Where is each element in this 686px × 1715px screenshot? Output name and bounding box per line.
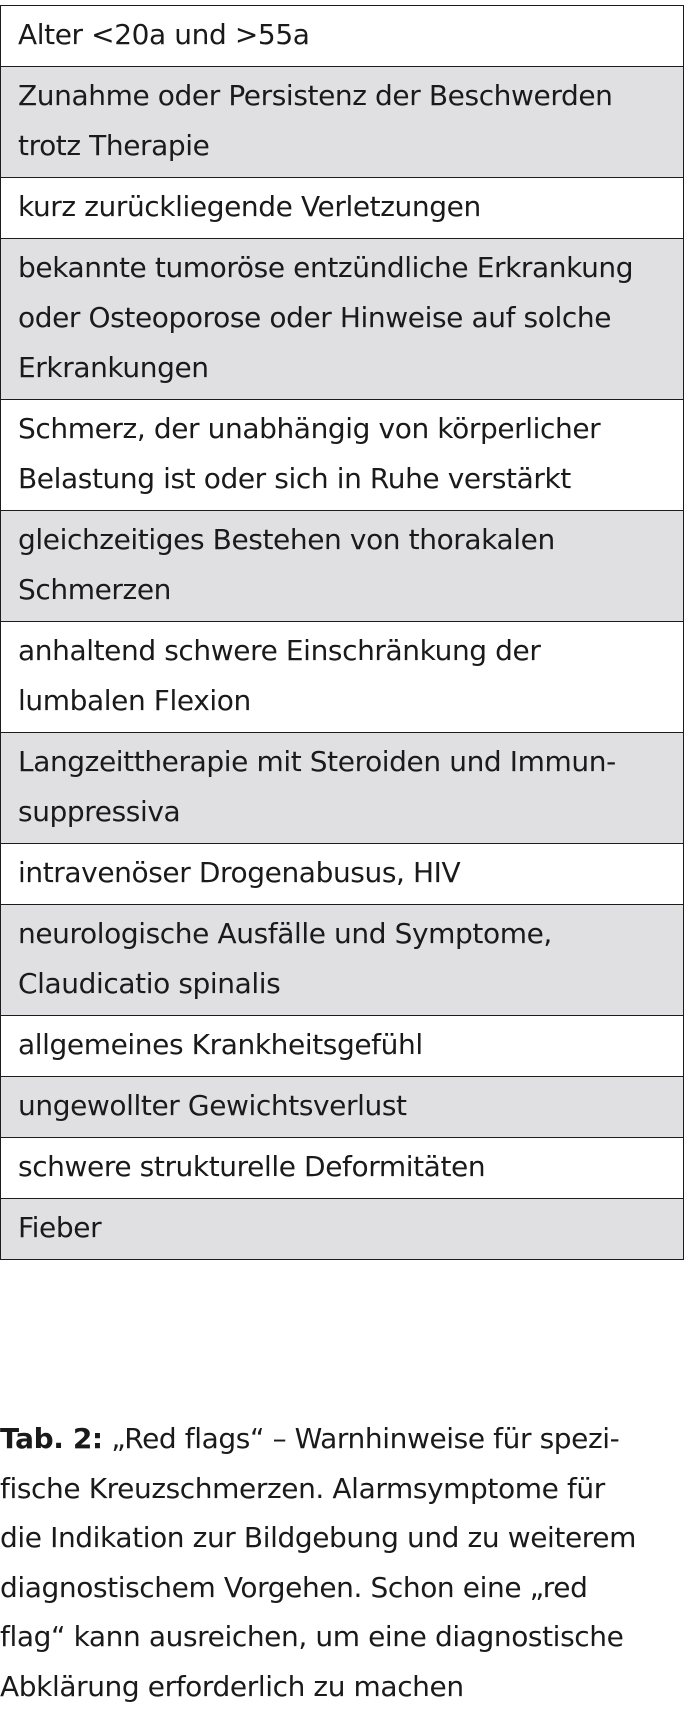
table-row: [1, 733, 684, 844]
table-cell: anhaltend schwere Einschränkung der lumbalen Flexion: [1, 622, 684, 733]
table-cell: bekannte tumoröse entzündliche Erkrankung oder Osteoporose oder Hinweise auf solche Erkrankungen: [1, 239, 684, 400]
table-row: [1, 1016, 684, 1077]
table-row: [1, 905, 684, 1016]
table-row: [1, 1199, 684, 1260]
table-row: [1, 622, 684, 733]
table-cell: intravenöser Drogenabusus, HIV: [1, 844, 684, 905]
table-cell: Fieber: [1, 1199, 684, 1260]
table-row: [1, 178, 684, 239]
caption-line: fische Kreuzschmerzen. Alarmsymptome für: [0, 1471, 605, 1505]
table-cell: allgemeines Krankheitsgefühl: [1, 1016, 684, 1077]
caption-label: Tab. 2:: [0, 1422, 103, 1455]
table-row: [1, 511, 684, 622]
table-cell: gleichzeitiges Bestehen von thorakalen Schmerzen: [1, 511, 684, 622]
table-row: [1, 400, 684, 511]
table-cell: kurz zurückliegende Verletzungen: [1, 178, 684, 239]
caption-line: diagnostischem Vorgehen. Schon eine „red: [0, 1570, 588, 1604]
table-cell: Langzeittherapie mit Steroiden und Immun- suppressiva: [1, 733, 684, 844]
table-row: [1, 67, 684, 178]
table-caption: [0, 1414, 676, 1712]
caption-line: Abklärung erforderlich zu machen: [0, 1669, 464, 1703]
caption-line: flag“ kann ausreichen, um eine diagnostische: [0, 1620, 624, 1654]
table-cell: neurologische Ausfälle und Symptome, Claudicatio spinalis: [1, 905, 684, 1016]
red-flags-table-body: [1, 6, 684, 1260]
table-row: [1, 844, 684, 905]
table-row: [1, 6, 684, 67]
table-cell: Zunahme oder Persistenz der Beschwerden trotz Therapie: [1, 67, 684, 178]
table-row: [1, 1138, 684, 1199]
table-cell: schwere strukturelle Deformitäten: [1, 1138, 684, 1199]
table-row: [1, 239, 684, 400]
table-cell: Alter <20a und >55a: [1, 6, 684, 67]
caption-line: [0, 1414, 676, 1464]
table-row: [1, 1077, 684, 1138]
caption-text: „Red flags“ – Warnhinweise für spezi-: [102, 1422, 620, 1455]
table-cell: Schmerz, der unabhängig von körperlicher Belastung ist oder sich in Ruhe verstärkt: [1, 400, 684, 511]
table-cell: ungewollter Gewichtsverlust: [1, 1077, 684, 1138]
red-flags-table: [0, 5, 684, 1260]
caption-line: die Indikation zur Bildgebung und zu weiterem: [0, 1521, 637, 1555]
